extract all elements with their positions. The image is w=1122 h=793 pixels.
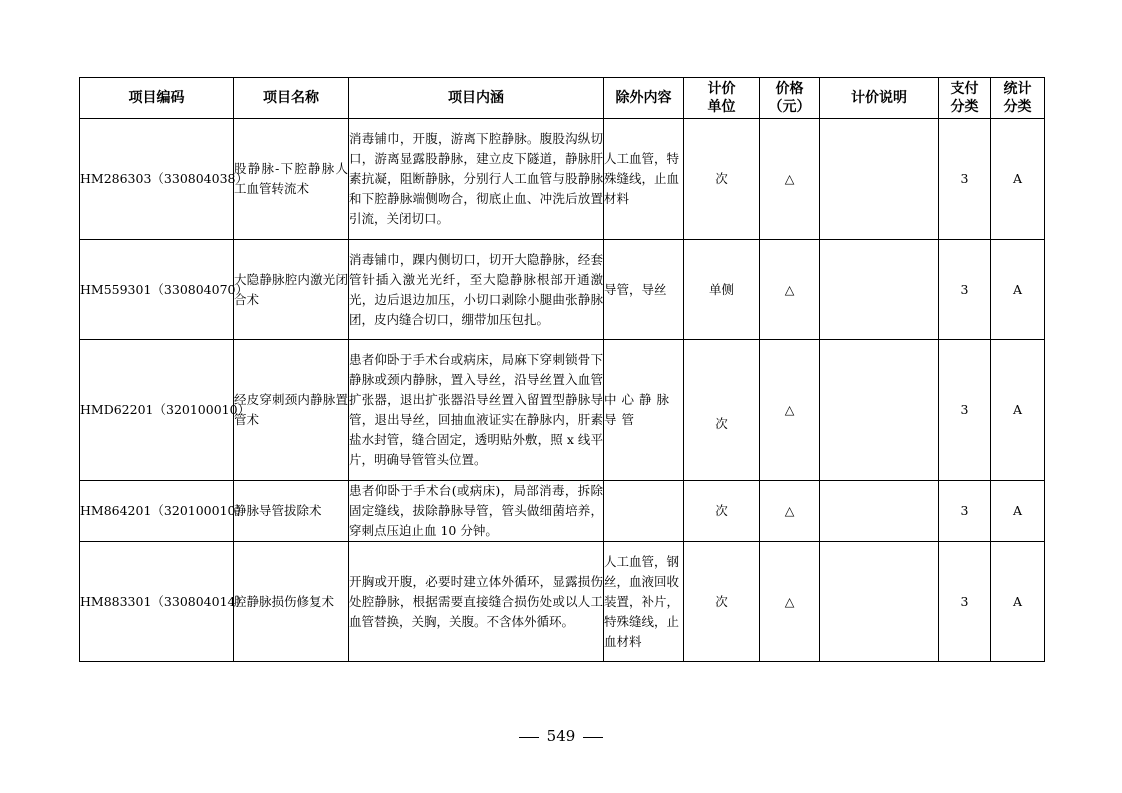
header-stat [991, 78, 1045, 119]
page-number [0, 727, 1122, 745]
header-content: 项目内涵 [349, 78, 604, 119]
header-excluded: 除外内容 [604, 78, 684, 119]
row-unit: 单侧 [684, 240, 760, 340]
row-note [820, 240, 939, 340]
row-note [820, 119, 939, 240]
header-price [760, 78, 820, 119]
row-name: 大隐静脉腔内激光闭合术 [234, 240, 349, 340]
header-unit-line2: 单位 [707, 99, 736, 115]
row-pay: 3 [939, 481, 991, 542]
row-excluded-text: 中心静脉导管 [604, 392, 675, 427]
header-name: 项目名称 [234, 78, 349, 119]
page-number-value: 549 [546, 727, 576, 745]
row-note [820, 481, 939, 542]
row-note [820, 340, 939, 481]
row-excluded: 人工血管，特殊缝线，止血材料 [604, 119, 684, 240]
row-price: △ [760, 240, 820, 340]
table-row [80, 542, 1045, 662]
row-unit: 次 [684, 119, 760, 240]
header-price-line2: （元） [768, 99, 811, 115]
row-pay: 3 [939, 119, 991, 240]
row-name: 腔静脉损伤修复术 [234, 542, 349, 662]
page-number-dash-left [519, 737, 539, 738]
row-stat: A [991, 240, 1045, 340]
row-pay: 3 [939, 240, 991, 340]
header-price-line1: 价格 [775, 81, 804, 97]
row-price: △ [760, 542, 820, 662]
row-unit-text: 次 [715, 416, 728, 431]
row-pay: 3 [939, 340, 991, 481]
header-row [80, 78, 1045, 119]
row-code: HM559301（330804070） [80, 240, 234, 340]
row-content: 开胸或开腹，必要时建立体外循环，显露损伤处腔静脉，根据需要直接缝合损伤处或以人工血管替换，关胸，关腹。不含体外循环。 [349, 542, 604, 662]
header-note: 计价说明 [820, 78, 939, 119]
row-content: 消毒铺巾，踝内侧切口，切开大隐静脉，经套管针插入激光光纤，至大隐静脉根部开通激光，边后退边加压，小切口剥除小腿曲张静脉团，皮内缝合切口，绷带加压包扎。 [349, 240, 604, 340]
table-row [80, 340, 1045, 481]
row-unit: 次 [684, 481, 760, 542]
row-excluded: 人工血管，钢丝，血液回收装置，补片，特殊缝线，止血材料 [604, 542, 684, 662]
row-price: △ [760, 340, 820, 481]
header-pay [939, 78, 991, 119]
row-code: HMD62201（320100010） [80, 340, 234, 481]
header-stat-line2: 分类 [1003, 99, 1032, 115]
row-content: 患者仰卧于手术台或病床，局麻下穿刺锁骨下静脉或颈内静脉，置入导丝，沿导丝置入血管扩张器，退出扩张器沿导丝置入留置型静脉导管，退出导丝，回抽血液证实在静脉内，肝素盐水封管，缝合固定，透明贴外敷，照 x 线平片，明确导管管头位置。 [349, 340, 604, 481]
row-name: 经皮穿刺颈内静脉置管术 [234, 340, 349, 481]
row-excluded: 导管，导丝 [604, 240, 684, 340]
row-unit [684, 340, 760, 481]
row-code: HM883301（330804014） [80, 542, 234, 662]
row-price: △ [760, 481, 820, 542]
row-code: HM864201（320100010） [80, 481, 234, 542]
row-note [820, 542, 939, 662]
header-code: 项目编码 [80, 78, 234, 119]
table-row [80, 481, 1045, 542]
row-unit: 次 [684, 542, 760, 662]
page-number-dash-right [583, 737, 603, 738]
header-pay-line1: 支付 [950, 81, 979, 97]
header-stat-line1: 统计 [1003, 81, 1032, 97]
row-name: 静脉导管拔除术 [234, 481, 349, 542]
row-pay: 3 [939, 542, 991, 662]
row-stat: A [991, 340, 1045, 481]
row-stat: A [991, 542, 1045, 662]
header-pay-line2: 分类 [950, 99, 979, 115]
table-row [80, 240, 1045, 340]
header-unit-line1: 计价 [707, 81, 736, 97]
header-unit [684, 78, 760, 119]
row-content: 患者仰卧于手术台(或病床)，局部消毒，拆除固定缝线，拔除静脉导管，管头做细菌培养，穿刺点压迫止血 10 分钟。 [349, 481, 604, 542]
pricing-table [79, 77, 1045, 662]
row-excluded [604, 340, 684, 481]
row-excluded [604, 481, 684, 542]
row-code: HM286303（330804038） [80, 119, 234, 240]
row-content: 消毒铺巾，开腹，游离下腔静脉。腹股沟纵切口，游离显露股静脉，建立皮下隧道，静脉肝素抗凝，阻断静脉，分别行人工血管与股静脉和下腔静脉端侧吻合，彻底止血、冲洗后放置引流，关闭切口。 [349, 119, 604, 240]
row-price: △ [760, 119, 820, 240]
row-name: 股静脉-下腔静脉人工血管转流术 [234, 119, 349, 240]
table-row [80, 119, 1045, 240]
row-stat: A [991, 119, 1045, 240]
row-stat: A [991, 481, 1045, 542]
